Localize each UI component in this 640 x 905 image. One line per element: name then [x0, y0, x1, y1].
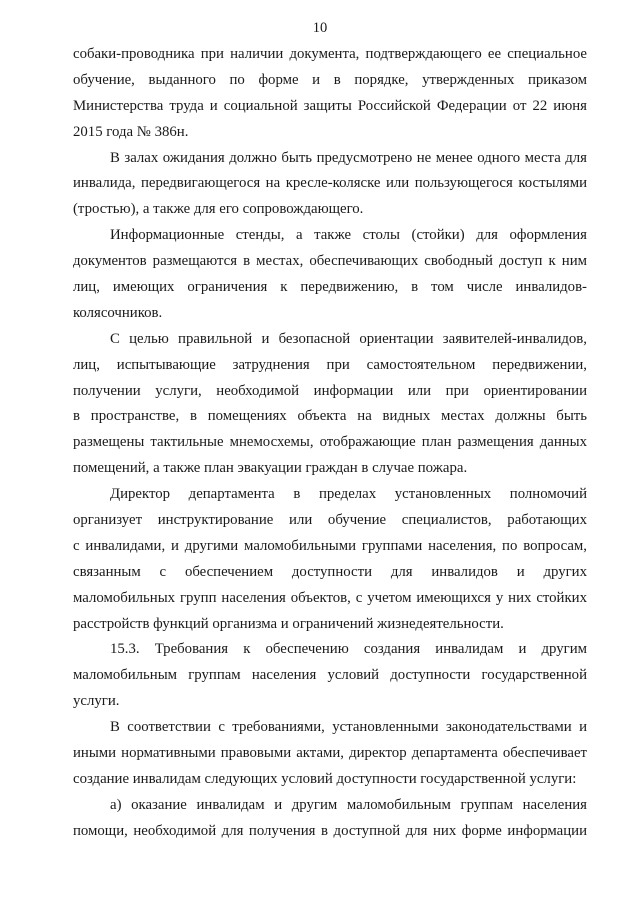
text-line: иными нормативными правовыми актами, директор департамента обеспечивает: [73, 745, 587, 762]
text-line: связанным с обеспечением доступности для инвалидов и других: [73, 563, 587, 580]
text-line: маломобильных групп населения объектов, с учетом имеющихся у них стойких: [73, 589, 587, 606]
text-line: маломобильным группам населения условий доступности государственной: [73, 667, 587, 684]
text-line: (тростью), а также для его сопровождающего.: [73, 201, 364, 218]
text-line: лиц, испытывающие затруднения при самостоятельном передвижении,: [73, 356, 587, 373]
text-line: Директор департамента в пределах установленных полномочий: [110, 486, 587, 503]
text-line: организует инструктирование или обучение специалистов, работающих: [73, 512, 587, 529]
text-line: а) оказание инвалидам и другим маломобильным группам населения: [110, 796, 587, 813]
text-line: в пространстве, в помещениях объекта на видных местах должны быть: [73, 408, 587, 425]
text-line: создание инвалидам следующих условий доступности государственной услуги:: [73, 770, 577, 787]
text-line: колясочников.: [73, 304, 163, 321]
text-line: услуги.: [73, 693, 120, 710]
text-line: собаки-проводника при наличии документа, подтверждающего ее специальное: [73, 46, 587, 62]
text-line: лиц, имеющих ограничения к передвижению, в том числе инвалидов-: [73, 279, 587, 296]
text-line: с инвалидами, и другими маломобильными группами населения, по вопросам,: [73, 537, 587, 554]
document-body: [73, 42, 587, 845]
text-line: размещены тактильные мнемосхемы, отображающие план размещения данных: [73, 434, 587, 451]
text-line: получении услуги, необходимой информации или при ориентировании: [73, 382, 587, 399]
text-line: помещений, а также план эвакуации граждан в случае пожара.: [73, 460, 468, 477]
text-line: помощи, необходимой для получения в доступной для них форме информации: [73, 822, 587, 839]
text-line: обучение, выданного по форме и в порядке, утвержденных приказом: [73, 71, 587, 88]
text-line: В соответствии с требованиями, установленными законодательствами и: [110, 719, 587, 736]
text-line: Информационные стенды, а также столы (стойки) для оформления: [110, 227, 587, 244]
text-line: 15.3. Требования к обеспечению создания инвалидам и другим: [110, 641, 587, 658]
text-line: В залах ожидания должно быть предусмотрено не менее одного места для: [110, 149, 587, 166]
text-line: документов размещаются в местах, обеспечивающих свободный доступ к ним: [73, 253, 587, 270]
text-line: инвалида, передвигающегося на кресле-коляске или пользующегося костылями: [73, 175, 587, 192]
page-number: 10: [312, 20, 328, 36]
text-line: 2015 года № 386н.: [73, 123, 189, 140]
text-line: Министерства труда и социальной защиты Российской Федерации от 22 июня: [73, 97, 587, 114]
text-line: С целью правильной и безопасной ориентации заявителей-инвалидов,: [110, 330, 587, 347]
text-line: расстройств функций организма и ограничений жизнедеятельности.: [73, 615, 504, 632]
